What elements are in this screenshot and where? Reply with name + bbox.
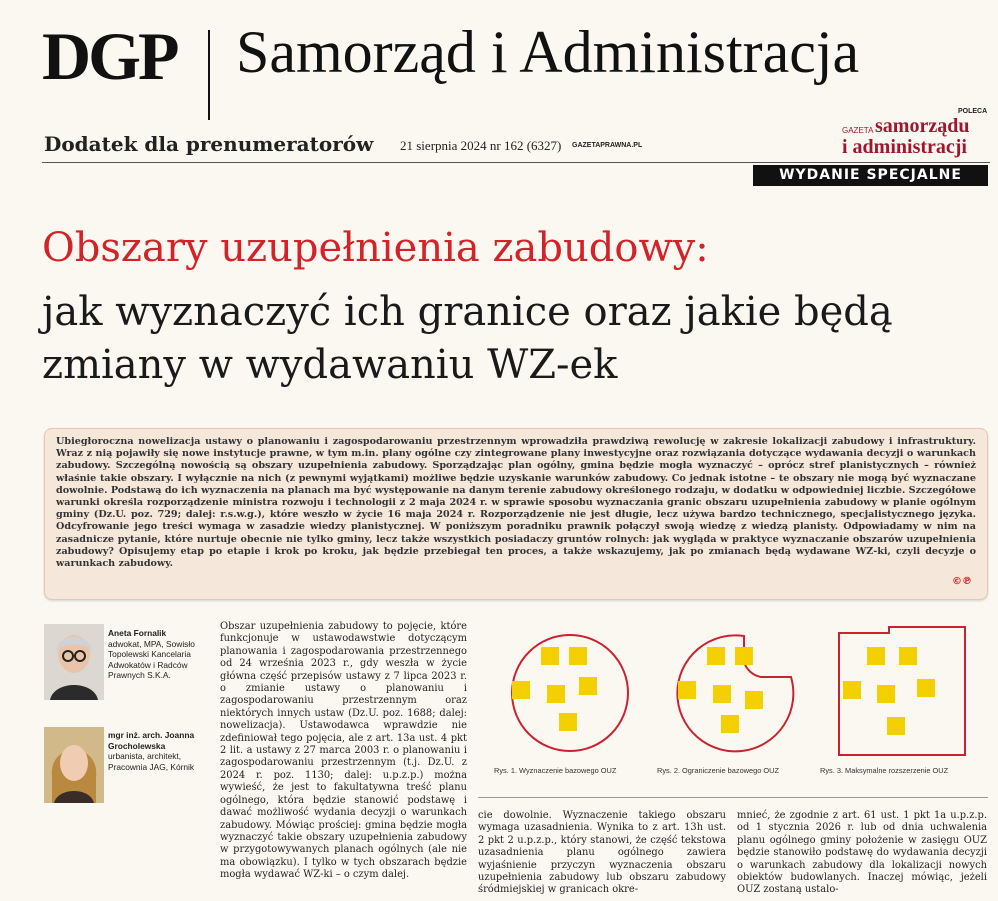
figure-3-diagram (827, 625, 977, 760)
article-column-2: cie dowolnie. Wyznaczenie takiego obszaru wymaga uzasadnienia. Wynika to z art. 13h ust. 2 pkt 2 u.p.z.p., który stanowi, że część tekstowa uzasadnienia planu ogólnego zawiera wyjaśnienie przyczyn wyznaczenia obszaru uzupełnienia zabudowy lub obszaru zabudowy śródmiejskiej w granicach okre- (478, 810, 726, 896)
supplement-label: Dodatek dla prenumeratorów (44, 132, 374, 156)
article-column-3: mnieć, że zgodnie z art. 61 ust. 1 pkt 1a u.p.z.p. od 1 stycznia 2026 r. lub od dnia uchwalenia planu ogólnego gminy położenie w zasięgu OUZ będzie stanowiło podstawę do wydawania decyzji o warunkach zabudowy dla lokalizacji nowych obiektów budowlanych. Inaczej mówiąc, jeżeli OUZ zostaną ustalo- (737, 810, 987, 896)
headline-sub: jak wyznaczyć ich granice oraz jakie będą zmiany w wydawaniu WZ-ek (42, 289, 893, 388)
lead-text: Ubiegłoroczna nowelizacja ustawy o planowaniu i zagospodarowaniu przestrzennym wprowadziła prawdziwą rewolucję w zakresie lokalizacji zabudowy i infrastruktury. Wraz z nią pojawiły się nowe instytucje prawne, w tym m.in. plany ogólne czy zintegrowane plany inwestycyjne oraz rozwiązania dotyczące wydawania decyzji o warunkach zabudowy. Szczególną nowością są obszary uzupełnienia zabudowy. Sporządzając plan ogólny, gmina będzie mogła wyznaczyć – oprócz stref planistycznych – również właśnie takie obszary. I wyłącznie na nich (z pewnymi wyjątkami) możliwe będzie uzyskanie warunków zabudowy. Co jednak istotne – te obszary nie mogą być wyznaczane dowolnie. Podstawą do ich wyznaczenia na planach ma być występowanie na danym terenie zabudowy określonego rodzaju, w dodatku w odpowiedniej liczbie. Szczegółowe warunki określa rozporządzenie ministra rozwoju i technologii z 2 maja 2024 r. w sprawie sposobu wyznaczania granic obszaru uzupełnienia zabudowy w planie ogólnym gminy (Dz.U. poz. 729; dalej: r.s.w.g.), które weszło w życie 16 maja 2024 r. Rozporządzenie nie jest długie, lecz używa bardzo technicznego, specjalistycznego języka. Odcyfrowanie jego treści wymaga w zasadzie wiedzy planistycznej. W poniższym poradniku prawnik połączył swoją wiedzę z wiedzą planisty. Odpowiadamy w nim na zasadnicze pytanie, które nurtuje obecnie nie tylko gminy, lecz także wszystkich posiadaczy gruntów rolnych: jak wygląda w praktyce wyznaczanie obszarów uzupełnienia zabudowy? Opisujemy etap po etapie i krok po kroku, jak będzie przebiegał ten proces, a także wskazujemy, jak po zmianach będą wydawane WZ-ki, czyli decyzje o warunkach zabudowy. (56, 436, 976, 570)
figure-rule (478, 797, 988, 798)
masthead-divider (208, 30, 210, 120)
author-name: mgr inż. arch. Joanna Grocholewska (108, 730, 195, 751)
figure-1-diagram (497, 625, 647, 760)
copyright-icon: ©℗ (952, 576, 972, 587)
issue-date: 21 sierpnia 2024 nr 162 (6327) (400, 138, 562, 153)
partner-logo-prefix: GAZETA (842, 126, 874, 135)
author-info (108, 628, 208, 681)
partner-logo-line2: i administracji (842, 136, 967, 158)
recommends-label: POLECA (958, 108, 988, 115)
figure-3-caption: Rys. 3. Maksymalne rozszerzenie OUZ (820, 766, 949, 775)
author-photo (44, 727, 104, 803)
author-description: urbanista, architekt, Pracownia JAG, Kórnik (108, 751, 195, 772)
article-column-1: Obszar uzupełnienia zabudowy to pojęcie, które funkcjonuje w ustawodawstwie dotyczącym planowania i zagospodarowania przestrzennego od 24 września 2023 r., gdy weszła w życie główna część przepisów ustawy z 7 lipca 2023 r. o zmianie ustawy o planowaniu i zagospodarowaniu przestrzennym oraz niektórych innych ustaw (Dz.U. poz. 1688; dalej: nowelizacja). Ustawodawca wprawdzie nie zdefiniował tego pojęcia, ale z art. 13a ust. 4 pkt 2 lit. a ustawy z 27 marca 2003 r. o planowaniu i zagospodarowaniu przestrzennym (t.j. Dz.U. z 2024 r. poz. 1130; dalej: u.p.z.p.) można wywieść, że jest to fakultatywna treść planu ogólnego, która będzie stanowić podstawę i dawać możliwość wydania decyzji o warunkach zabudowy. Mówiąc prościej: gmina będzie mogła wyznaczyć takie obszary uzupełnienia zabudowy w przygotowywanych planach ogólnych (ale nie ma obowiązku). I tylko w tych obszarach będzie mogła wydawać WZ-ki – o czym dalej. (220, 621, 467, 881)
site-link[interactable]: GAZETAPRAWNA.PL (572, 142, 643, 149)
masthead-title: Samorząd i Administracja (236, 19, 860, 85)
partner-logo-line1: samorządu (875, 115, 970, 137)
headline-main: Obszary uzupełnienia zabudowy: (42, 225, 709, 271)
special-edition-badge: WYDANIE SPECJALNE (753, 165, 988, 186)
figure-2-caption: Rys. 2. Ograniczenie bazowego OUZ (657, 766, 779, 775)
author-photo (44, 624, 104, 700)
masthead-logo: DGP (42, 18, 177, 94)
author-info (108, 730, 208, 772)
figure-1-caption: Rys. 1. Wyznaczenie bazowego OUZ (494, 766, 617, 775)
masthead-rule (42, 162, 990, 163)
author-description: adwokat, MPA, Sowisło Topolewski Kancelaria Adwokatów i Radców Prawnych S.K.A. (108, 638, 195, 681)
figure-2-diagram (661, 625, 811, 760)
author-name: Aneta Fornalik (108, 628, 167, 638)
